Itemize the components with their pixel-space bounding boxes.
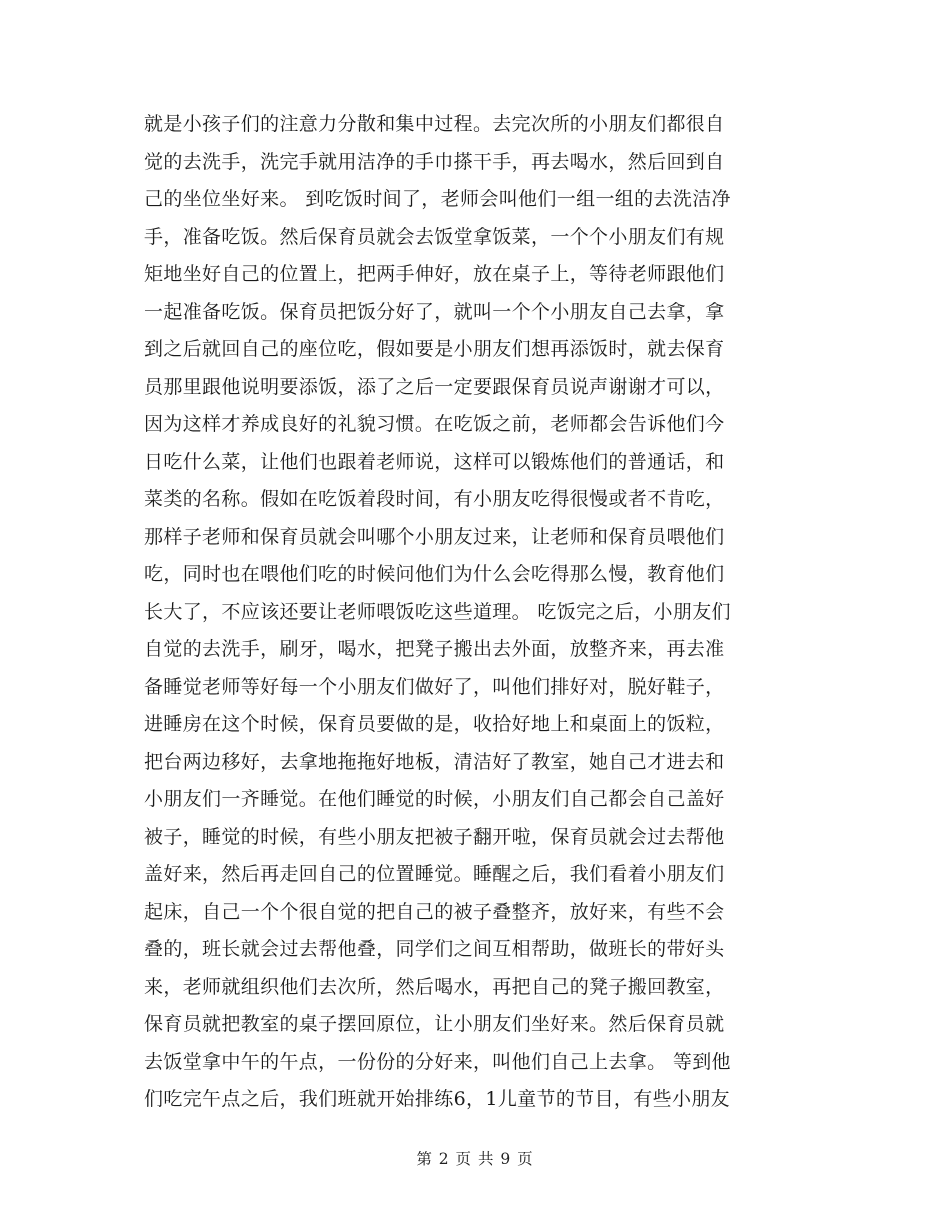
text-line: 自觉的去洗手，刷牙，喝水，把凳子搬出去外面，放整齐来，再去准	[144, 638, 725, 660]
text-line: 菜类的名称。假如在吃饭着段时间，有小朋友吃得很慢或者不肯吃，	[144, 488, 725, 510]
text-line: 觉的去洗手，洗完手就用洁净的手巾搽干手，再去喝水，然后回到自	[144, 150, 725, 173]
text-line: 小朋友们一齐睡觉。在他们睡觉的时候，小朋友们自己都会自己盖好	[144, 788, 725, 810]
text-line: 日吃什么菜，让他们也跟着老师说，这样可以锻炼他们的普通话，和	[144, 450, 725, 473]
page-number-footer: 第 2 页 共 9 页	[416, 1150, 534, 1168]
text-line: 起床，自己一个个很自觉的把自己的被子叠整齐，放好来，有些不会	[144, 900, 725, 923]
text-line: 们吃完午点之后，我们班就开始排练6，1儿童节的节目，有些小朋友	[144, 1088, 731, 1110]
text-line: 保育员就把教室的桌子摆回原位，让小朋友们坐好来。然后保育员就	[144, 1013, 725, 1035]
text-line: 吃，同时也在喂他们吃的时候问他们为什么会吃得那么慢，教育他们	[144, 563, 725, 585]
text-line: 盖好来，然后再走回自己的位置睡觉。睡醒之后，我们看着小朋友们	[144, 863, 725, 885]
text-line: 来，老师就组织他们去次所，然后喝水，再把自己的凳子搬回教室，	[144, 975, 725, 998]
text-line: 到之后就回自己的座位吃，假如要是小朋友们想再添饭时，就去保育	[144, 338, 725, 360]
text-line: 被子，睡觉的时候，有些小朋友把被子翻开啦，保育员就会过去帮他	[144, 825, 725, 848]
text-line: 把台两边移好，去拿地拖拖好地板，清洁好了教室，她自己才进去和	[144, 750, 725, 773]
text-line: 己的坐位坐好来。 到吃饭时间了，老师会叫他们一组一组的去洗洁净	[144, 188, 731, 210]
text-line: 就是小孩子们的注意力分散和集中过程。去完次所的小朋友们都很自	[144, 113, 725, 135]
text-line: 备睡觉老师等好每一个小朋友们做好了，叫他们排好对，脱好鞋子，	[144, 675, 725, 698]
text-line: 长大了，不应该还要让老师喂饭吃这些道理。 吃饭完之后，小朋友们	[144, 600, 731, 623]
text-line: 因为这样才养成良好的礼貌习惯。在吃饭之前，老师都会告诉他们今	[144, 413, 725, 435]
text-line: 那样子老师和保育员就会叫哪个小朋友过来，让老师和保育员喂他们	[144, 525, 725, 548]
text-line: 一起准备吃饭。保育员把饭分好了，就叫一个个小朋友自己去拿，拿	[144, 300, 725, 323]
text-line: 进睡房在这个时候，保育员要做的是，收拾好地上和桌面上的饭粒，	[144, 713, 725, 735]
text-line: 去饭堂拿中午的午点，一份份的分好来，叫他们自己上去拿。 等到他	[144, 1050, 731, 1073]
text-line: 手，准备吃饭。然后保育员就会去饭堂拿饭菜，一个个小朋友们有规	[144, 225, 725, 248]
body-text	[144, 106, 804, 1119]
text-line: 员那里跟他说明要添饭，添了之后一定要跟保育员说声谢谢才可以，	[144, 375, 725, 398]
text-line: 矩地坐好自己的位置上，把两手伸好，放在桌子上，等待老师跟他们	[144, 263, 725, 285]
text-line: 叠的，班长就会过去帮他叠，同学们之间互相帮助，做班长的带好头	[144, 938, 725, 960]
